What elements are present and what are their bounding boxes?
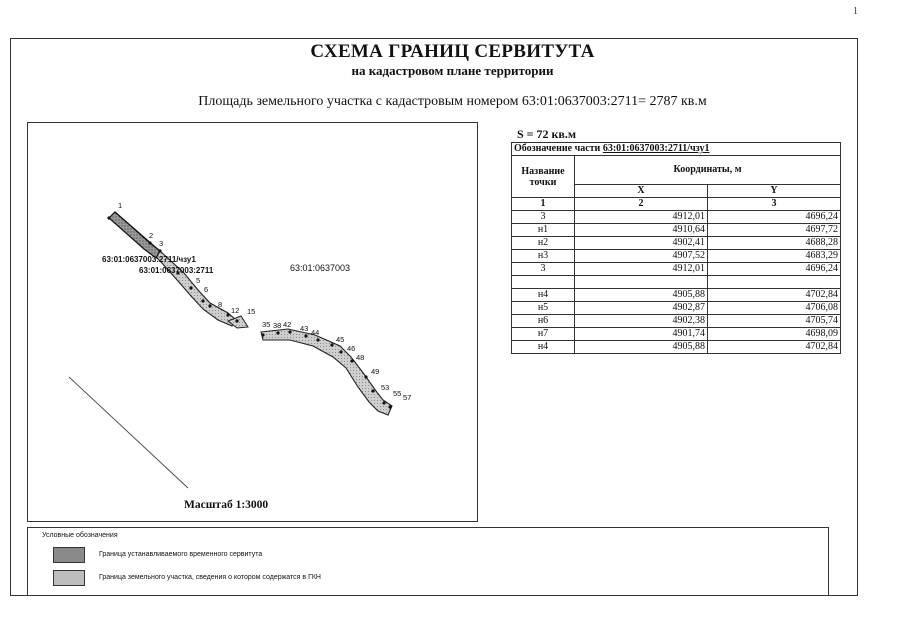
map-drawing — [28, 123, 479, 523]
table-row — [512, 341, 841, 354]
cell-y: 4683,29 — [708, 250, 841, 263]
legend-text-parcel: Граница земельного участка, сведения о котором содержатся в ГКН — [99, 574, 321, 581]
cell-pt: н4 — [512, 289, 575, 302]
point-label: 6 — [204, 285, 209, 294]
cell-y — [708, 276, 841, 289]
page-subtitle: на кадастровом плане территории — [351, 63, 554, 78]
cell-y: 4706,08 — [708, 302, 841, 315]
point-label: 49 — [371, 367, 380, 376]
cell-x: 4912,01 — [575, 263, 708, 276]
cell-x: 4910,64 — [575, 224, 708, 237]
cell-x: 4902,87 — [575, 302, 708, 315]
cell-y: 4688,28 — [708, 237, 841, 250]
col-y: Y — [708, 185, 841, 198]
point-label: 15 — [247, 307, 256, 316]
point-label: 48 — [356, 353, 365, 362]
part-code: 63:01:0637003:2711/чзу1 — [602, 143, 710, 154]
coordinates-table — [511, 142, 841, 354]
cell-pt: 3 — [512, 263, 575, 276]
cell-x: 4905,88 — [575, 289, 708, 302]
cell-pt: н3 — [512, 250, 575, 263]
cell-y: 4696,24 — [708, 263, 841, 276]
map-scale: Масштаб 1:3000 — [184, 499, 269, 511]
cell-x: 4901,74 — [575, 328, 708, 341]
col-num: 1 — [512, 198, 575, 211]
point-label: 12 — [231, 306, 240, 315]
legend-text-easement: Граница устанавливаемого временного сервитута — [99, 551, 263, 558]
col-coordinates: Координаты, м — [575, 156, 841, 185]
cell-pt: н5 — [512, 302, 575, 315]
legend-title: Условные обозначения — [42, 532, 118, 539]
point-label: 3 — [159, 239, 164, 248]
table-header-row — [512, 156, 841, 185]
table-row — [512, 224, 841, 237]
point-label: 57 — [403, 393, 412, 402]
cell-x — [575, 276, 708, 289]
table-row — [512, 302, 841, 315]
point-label: 44 — [311, 328, 320, 337]
table-row — [512, 250, 841, 263]
road-line — [69, 377, 188, 488]
cell-y: 4697,72 — [708, 224, 841, 237]
parcel-area-line: Площадь земельного участка с кадастровым номером 63:01:0637003:2711= 2787 кв.м — [198, 94, 707, 109]
point-label: 45 — [336, 335, 345, 344]
page-title: СХЕМА ГРАНИЦ СЕРВИТУТА — [310, 41, 595, 62]
cell-x: 4902,41 — [575, 237, 708, 250]
point-label: 42 — [283, 320, 292, 329]
table-row — [512, 289, 841, 302]
cell-pt: 3 — [512, 211, 575, 224]
cell-y: 4702,84 — [708, 289, 841, 302]
col-num: 3 — [708, 198, 841, 211]
table-row — [512, 263, 841, 276]
cell-x: 4902,38 — [575, 315, 708, 328]
easement-label: 63:01:0637003:2711/чзу1 — [102, 255, 196, 264]
point-label: 5 — [196, 276, 201, 285]
point-label: 46 — [347, 344, 356, 353]
cell-pt: н4 — [512, 341, 575, 354]
part-label: Обозначение части — [514, 143, 603, 154]
quarter-label: 63:01:0637003 — [290, 263, 351, 273]
point-label: 55 — [393, 389, 402, 398]
cell-pt: н6 — [512, 315, 575, 328]
cell-pt: н1 — [512, 224, 575, 237]
point-label: 53 — [381, 383, 390, 392]
cell-y: 4696,24 — [708, 211, 841, 224]
cell-pt: н2 — [512, 237, 575, 250]
cell-pt — [512, 276, 575, 289]
cadastral-map — [27, 122, 478, 522]
corner-mark: 1 — [853, 6, 858, 17]
cell-y: 4705,74 — [708, 315, 841, 328]
easement-area-value: S = 72 кв.м — [517, 127, 577, 141]
col-point-name: Название точки — [512, 156, 575, 198]
point-label: 38 — [273, 321, 282, 330]
table-row — [512, 276, 841, 289]
cell-x: 4905,88 — [575, 341, 708, 354]
point-label: 2 — [149, 231, 154, 240]
column-number-row — [512, 198, 841, 211]
point-label: 1 — [118, 201, 123, 210]
table-row — [512, 328, 841, 341]
legend-swatch-easement — [53, 547, 85, 563]
cell-y: 4698,09 — [708, 328, 841, 341]
point-label: 8 — [218, 300, 223, 309]
legend-swatch-parcel — [53, 570, 85, 586]
part-designation-row — [512, 143, 841, 156]
table-row — [512, 211, 841, 224]
point-label: 35 — [262, 320, 271, 329]
table-row — [512, 315, 841, 328]
table-row — [512, 237, 841, 250]
cell-x: 4912,01 — [575, 211, 708, 224]
col-x: X — [575, 185, 708, 198]
col-num: 2 — [575, 198, 708, 211]
cell-x: 4907,52 — [575, 250, 708, 263]
legend — [27, 527, 829, 595]
cell-y: 4702,84 — [708, 341, 841, 354]
point-label: 43 — [300, 324, 309, 333]
coordinate-rows — [512, 211, 841, 354]
cell-pt: н7 — [512, 328, 575, 341]
parcel-label: 63:01:0637003:2711 — [139, 266, 214, 275]
